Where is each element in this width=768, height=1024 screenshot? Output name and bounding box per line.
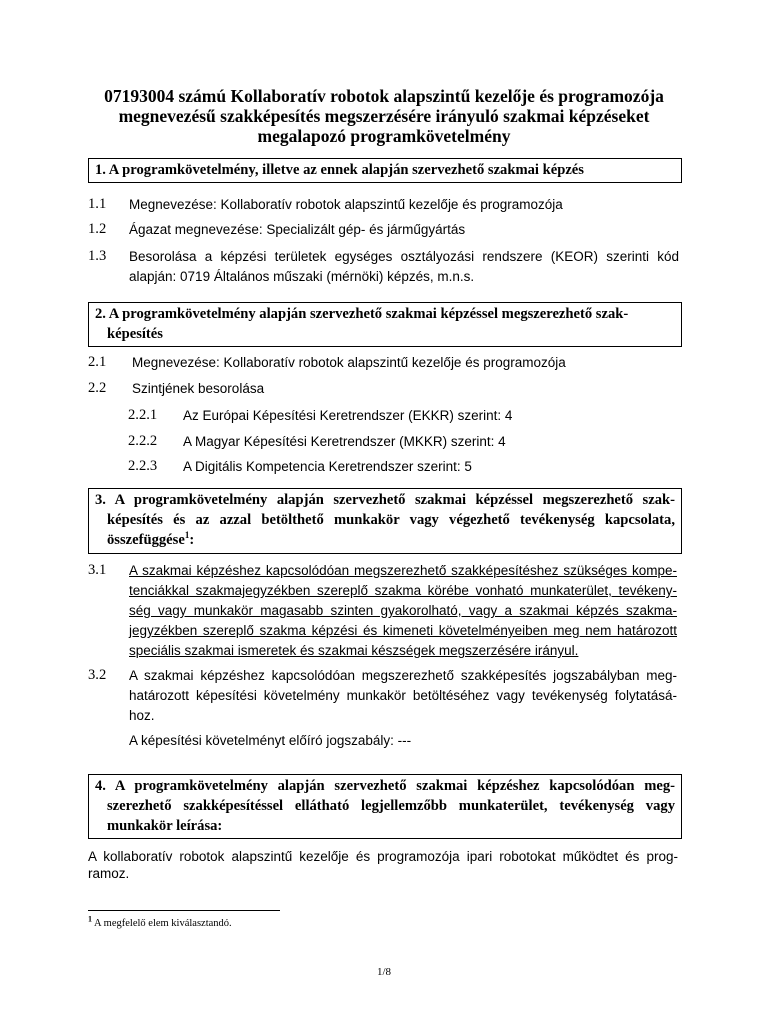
section-4-body-line-2: ramoz.: [88, 866, 130, 881]
section-4-body-line-1: A kollaboratív robotok alapszintű kezelője és programozója ipari robotokat működtet és prog-: [88, 849, 678, 864]
section-4-heading: [88, 774, 682, 839]
footnote-text: A megfelelő elem kiválasztandó.: [92, 918, 232, 929]
section-2-heading-line-2: képesítés: [107, 326, 163, 342]
item-2-1-number: 2.1: [88, 354, 107, 370]
section-3-heading: [88, 488, 682, 554]
title-line-2: megnevezésű szakképesítés megszerzésére irányuló szakmai képzéseket: [118, 106, 650, 126]
item-3-2-number: 3.2: [88, 667, 107, 683]
item-2-2-1-text: Az Európai Képesítési Keretrendszer (EKKR) szerint: 4: [183, 408, 513, 423]
item-2-1-text: Megnevezése: Kollaboratív robotok alapszintű kezelője és programozója: [132, 355, 566, 370]
section-2-heading-line-1: 2. A programkövetelmény alapján szervezhető szakmai képzéssel megszerezhető szak-: [95, 306, 629, 322]
item-3-2-regulation: A képesítési követelményt előíró jogszabály: ---: [129, 733, 412, 748]
footnote-reference[interactable]: 1: [184, 530, 190, 541]
item-3-1-line-1: A szakmai képzéshez kapcsolódóan megszerezhető szakképesítéshez szükséges kompe-: [129, 563, 677, 578]
item-1-1-number: 1.1: [88, 196, 107, 212]
item-2-2-number: 2.2: [88, 380, 107, 396]
page-number: 1/8: [376, 966, 392, 978]
item-2-2-2-text: A Magyar Képesítési Keretrendszer (MKKR) szerint: 4: [183, 434, 506, 449]
item-3-1-line-4: jegyzékben szereplő szakma képzési és kimeneti követelményeiben meg nem határozott: [129, 623, 677, 638]
section-1-heading: [88, 158, 682, 183]
footnote: [88, 914, 232, 931]
item-3-1-line-2: tenciákkal szakmajegyzékben szereplő szakma körébe vonható munkaterület, tevékeny-: [129, 583, 677, 598]
footnote-divider: [88, 910, 280, 911]
item-1-1-text: Megnevezése: Kollaboratív robotok alapszintű kezelője és programozója: [129, 197, 563, 212]
item-2-2-3-number: 2.2.3: [128, 458, 158, 474]
section-3-heading-line-1: 3. A programkövetelmény alapján szervezhető szakmai képzéssel megszerezhető szak-: [95, 492, 675, 508]
item-2-2-text: Szintjének besorolása: [132, 381, 265, 396]
item-2-2-3-text: A Digitális Kompetencia Keretrendszer szerint: 5: [183, 459, 472, 474]
item-1-3-text-line-1: Besorolása a képzési területek egységes osztályozási rendszere (KEOR) szerinti kód: [129, 249, 679, 264]
section-2-heading: [88, 302, 682, 347]
section-3-heading-line-3: [95, 530, 675, 550]
item-1-3-number: 1.3: [88, 248, 107, 264]
item-1-2-text: Ágazat megnevezése: Specializált gép- és járműgyártás: [129, 222, 466, 237]
item-3-2-line-3: hoz.: [129, 708, 155, 723]
item-3-2-line-2: határozott képesítési követelmény munkakör betöltéséhez vagy tevékenység folytatásá-: [129, 688, 677, 703]
section-4-heading-line-3: munkakör leírása:: [107, 818, 223, 834]
section-4-heading-line-2: szerezhető szakképesítéssel ellátható legjellemzőbb munkaterület, tevékenység vagy: [107, 798, 675, 814]
item-1-3-text-line-2: alapján: 0719 Általános műszaki (mérnöki) képzés, m.n.s.: [129, 269, 475, 284]
item-1-2-number: 1.2: [88, 221, 107, 237]
title-line-1: 07193004 számú Kollaboratív robotok alapszintű kezelője és programozója: [104, 86, 664, 106]
section-3-heading-line-2: képesítés és az azzal betölthető munkakör vagy végezhető tevékenység kapcsolata,: [107, 512, 675, 528]
item-2-2-2-number: 2.2.2: [128, 433, 158, 449]
item-3-1-line-3: ség vagy munkakör magasabb szinten gyakorolható, vagy a szakmai képzés szakma-: [129, 603, 677, 618]
document-title: [88, 86, 680, 146]
section-3-heading-suffix: :: [189, 532, 195, 548]
section-4-heading-line-1: 4. A programkövetelmény alapján szervezhető szakmai képzéshez kapcsolódóan meg-: [95, 778, 675, 794]
item-2-2-1-number: 2.2.1: [128, 407, 158, 423]
title-line-3: megalapozó programkövetelmény: [257, 126, 511, 146]
item-3-1-number: 3.1: [88, 562, 107, 578]
section-1-heading-text: 1. A programkövetelmény, illetve az ennek alapján szervezhető szakmai képzés: [95, 162, 584, 178]
section-3-heading-line-3-text: összefüggése: [107, 532, 185, 548]
item-3-1-line-5: speciális szakmai ismeretek és szakmai készségek megszerzésére irányul.: [129, 643, 579, 658]
item-3-2-line-1: A szakmai képzéshez kapcsolódóan megszerezhető szakképesítés jogszabályban meg-: [129, 668, 677, 683]
footnote-mark: 1: [88, 914, 92, 924]
